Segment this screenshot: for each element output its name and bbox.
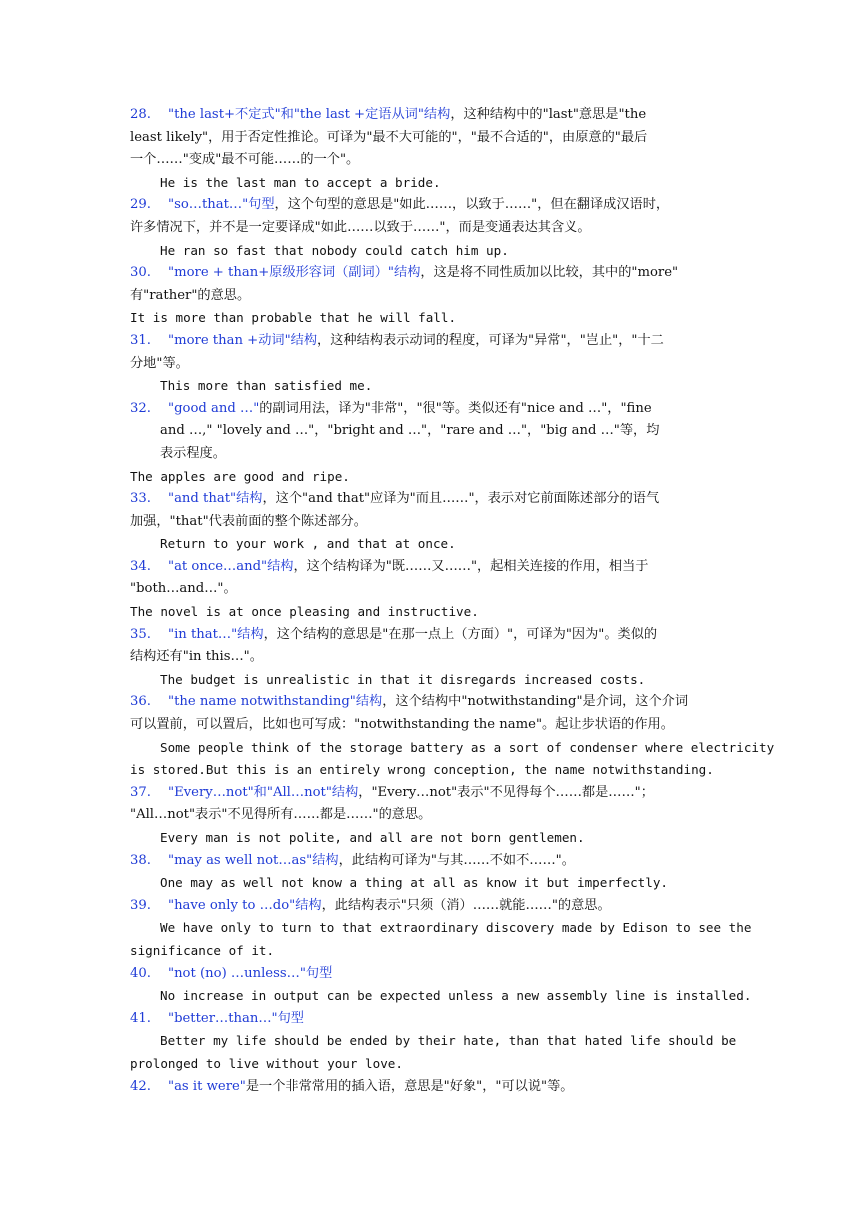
example-sentence: is stored.But this is an entirely wrong conception, the name notwithstanding. (130, 762, 714, 778)
example-sentence: Some people think of the storage battery as a sort of condenser where electricity (160, 739, 775, 755)
item-number: 31. (130, 332, 151, 348)
item-explanation: ，这种结构表示动词的程度，可译为"异常"，"岂止"，"十二 (317, 332, 664, 348)
item-heading (130, 194, 732, 217)
item-heading (130, 691, 732, 714)
item-explanation: ，这种结构中的"last"意思是"the (450, 107, 647, 122)
example-sentence: He ran so fast that nobody could catch him up. (160, 242, 509, 258)
example-sentence: He is the last man to accept a bride. (160, 174, 441, 190)
example-sentence: Return to your work , and that at once. (160, 536, 456, 552)
example-sentence: prolonged to live without your love. (130, 1055, 403, 1071)
item-explanation: ，这是将不同性质加以比较，其中的"more" (420, 265, 679, 281)
item-heading (130, 330, 732, 353)
item-pattern: "better…than…"句型 (168, 1010, 304, 1026)
item-pattern: "the last+不定式"和"the last +定语从词"结构 (168, 107, 451, 122)
explanation-line: 分地"等。 (130, 355, 189, 371)
item-number: 35. (130, 626, 151, 642)
item-pattern: "and that"结构 (168, 491, 263, 507)
example-sentence: This more than satisfied me. (160, 378, 373, 394)
item-pattern: "as it were" (168, 1078, 246, 1094)
item-number: 37. (130, 784, 151, 800)
item-pattern: "good and …" (168, 400, 260, 416)
example-sentence: One may as well not know a thing at all as know it but imperfectly. (160, 875, 668, 891)
explanation-line: 可以置前，可以置后，比如也可写成："notwithstanding the name"。起让步状语的作用。 (130, 717, 674, 733)
item-heading (130, 262, 732, 285)
item-number: 41. (130, 1010, 151, 1026)
explanation-line: 许多情况下，并不是一定要译成"如此……以致于……"，而是变通表达其含义。 (130, 219, 591, 235)
explanation-line: 结构还有"in this…"。 (130, 649, 263, 665)
item-number: 33. (130, 491, 151, 507)
item-number: 36. (130, 694, 151, 710)
item-number: 30. (130, 265, 151, 281)
explanation-line: and …," "lovely and …"，"bright and …"，"rare and …"，"big and …"等，均 (160, 423, 660, 439)
item-pattern: "so…that…"句型 (168, 197, 275, 213)
item-heading (130, 104, 732, 127)
item-pattern: "more + than+原级形容词（副词）"结构 (168, 265, 421, 281)
item-number: 28. (130, 107, 151, 122)
item-pattern: "more than +动词"结构 (168, 332, 318, 348)
item-explanation: 的副词用法，译为"非常"，"很"等。类似还有"nice and …"，"fine (259, 400, 652, 416)
item-number: 32. (130, 400, 151, 416)
item-explanation: ，这个结构的意思是"在那一点上（方面）"，可译为"因为"。类似的 (263, 626, 658, 642)
document-body (130, 104, 775, 1098)
example-sentence: It is more than probable that he will fall. (130, 310, 457, 326)
item-heading (130, 624, 732, 647)
item-number: 29. (130, 197, 151, 213)
item-heading (130, 1008, 732, 1031)
item-pattern: "in that…"结构 (168, 626, 264, 642)
item-heading (130, 556, 732, 579)
example-sentence: The novel is at once pleasing and instructive. (130, 604, 479, 620)
explanation-line: 有"rather"的意思。 (130, 287, 251, 303)
item-explanation: ，这个结构译为"既……又……"，起相关连接的作用，相当于 (293, 558, 649, 574)
explanation-line: 表示程度。 (160, 445, 226, 461)
item-number: 42. (130, 1078, 151, 1094)
item-heading (130, 488, 732, 511)
item-number: 34. (130, 558, 151, 574)
item-heading (130, 963, 732, 986)
explanation-line: "All…not"表示"不见得所有……都是……"的意思。 (130, 807, 432, 823)
explanation-line: "both…and…"。 (130, 581, 237, 597)
item-pattern: "not (no) …unless…"句型 (168, 965, 333, 981)
item-pattern: "at once…and"结构 (168, 558, 294, 574)
explanation-line: 一个……"变成"最不可能……的一个"。 (130, 152, 360, 168)
item-number: 40. (130, 965, 151, 981)
item-number: 38. (130, 852, 151, 868)
item-explanation: ，此结构表示"只须（消）……就能……"的意思。 (321, 897, 611, 913)
example-sentence: Better my life should be ended by their hate, than that hated life should be (160, 1033, 737, 1049)
example-sentence: The budget is unrealistic in that it disregards increased costs. (160, 671, 646, 687)
example-sentence: significance of it. (130, 942, 275, 958)
item-heading (130, 850, 732, 873)
item-heading (130, 782, 732, 805)
item-explanation: ，这个"and that"应译为"而且……"，表示对它前面陈述部分的语气 (262, 491, 660, 507)
explanation-line: 加强，"that"代表前面的整个陈述部分。 (130, 513, 367, 529)
item-number: 39. (130, 897, 151, 913)
explanation-line: least likely"，用于否定性推论。可译为"最不大可能的"，"最不合适的"，由原意的"最后 (130, 129, 648, 145)
item-explanation: 是一个非常常用的插入语，意思是"好象"，"可以说"等。 (245, 1078, 574, 1094)
item-heading (130, 895, 732, 918)
item-pattern: "the name notwithstanding"结构 (168, 694, 383, 710)
item-heading (130, 398, 732, 421)
example-sentence: The apples are good and ripe. (130, 468, 350, 484)
item-pattern: "Every…not"和"All…not"结构 (168, 784, 359, 800)
item-explanation: ，这个结构中"notwithstanding"是介词，这个介词 (382, 694, 689, 710)
item-heading (130, 1076, 732, 1099)
example-sentence: No increase in output can be expected unless a new assembly line is installed. (160, 988, 752, 1004)
example-sentence: Every man is not polite, and all are not born gentlemen. (160, 830, 585, 845)
item-pattern: "have only to …do"结构 (168, 897, 322, 913)
item-explanation: ，此结构可译为"与其……不如不……"。 (338, 852, 575, 868)
item-explanation: ，这个句型的意思是"如此……，以致于……"，但在翻译成汉语时， (274, 197, 670, 213)
item-pattern: "may as well not…as"结构 (168, 852, 339, 868)
example-sentence: We have only to turn to that extraordinary discovery made by Edison to see the (160, 920, 752, 936)
item-explanation: ，"Every…not"表示"不见得每个……都是……"； (358, 784, 654, 800)
